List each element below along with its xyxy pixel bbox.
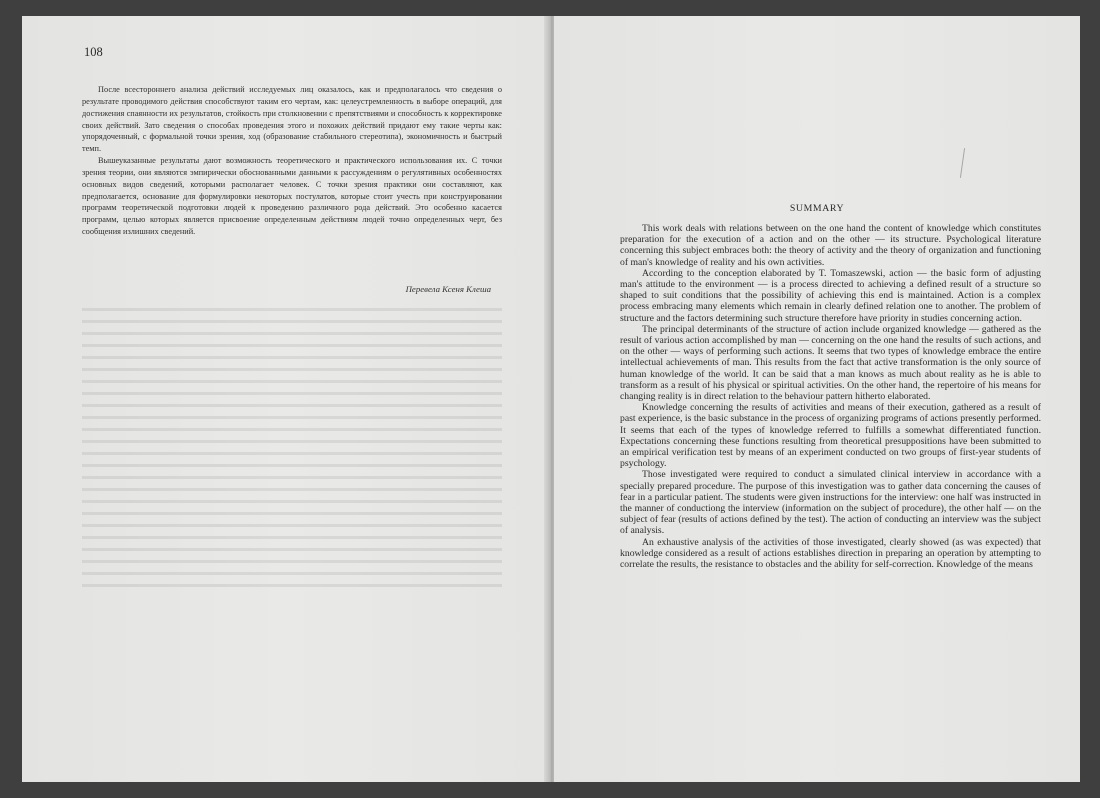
page-number: 108	[84, 45, 103, 59]
right-page	[554, 16, 1080, 782]
pencil-mark	[960, 148, 965, 178]
left-page	[22, 16, 549, 782]
paragraph: Knowledge concerning the results of activities and means of their execution, gathered as a result of past experience, is the basic substance in the process of organizing programs of actions presently performed. It seems that each of the types of knowledge referred to fulfills a somewhat differentiated function. Expectations concerning these functions resulting from theoretical presuppositions have been submitted to an empirical verification test by means of an experiment conducted on two groups of first-year students of psychology.	[620, 402, 1041, 470]
paragraph: This work deals with relations between on the one hand the content of knowledge which constitutes preparation for the execution of a action and on the other — its structure. Psychological literature concerning this subject embraces both: the theory of activity and the theory of organization and functioning of man's knowledge of reality and his own activities.	[620, 223, 1041, 268]
summary-heading: SUMMARY	[789, 203, 845, 214]
show-through-text	[82, 308, 502, 608]
translator-credit: Перевела Ксеня Клеша	[405, 284, 491, 294]
paragraph: Those investigated were required to conduct a simulated clinical interview in accordance with a specially prepared procedure. The purpose of this investigation was to gather data concerning the causes of fear in a particular patient. The students were given instructions for the interview: one half was instructed in the manner of conductiong the interview (information on the subject of procedure), the other half — on the subject of fear (results of actions defined by the test). The action of conducting an interview was the subject of analysis.	[620, 469, 1041, 537]
paragraph: Вышеуказанные результаты дают возможность теоретического и практического использования их. С точки зрения теории, они являются эмпирически обоснованными данными к рассуждениям о регулятивных особенностях основных видов сведений, которыми располагает человек. С точки зрения практики они составляют, как предполагается, основание для формулировки некоторых постулатов, которые стоит учесть при конструировании программ теоретической подготовки людей к проведению различного рода действий. Это особенно касается программ, целью которых является присвоение определенным действиям людей точно определенных черт, без сообщения излишних сведений.	[82, 156, 502, 237]
paragraph: An exhaustive analysis of the activities of those investigated, clearly showed (as was expected) that knowledge considered as a result of actions establishes direction in preparing an operation by attempting to correlate the results, the resistance to obstacles and the ability for self-correction. Knowledge of the means	[620, 536, 1041, 571]
english-summary-text	[620, 223, 1041, 570]
paragraph: According to the conception elaborated by T. Tomaszewski, action — the basic form of adjusting man's attitude to the environment — is a process directed to achieving a defined result of a structure so shaped to suit conditions that the possibility of achieving this end is maintained. Action is a complex process embracing many elements which remain in clearly defined relation one to another. The problem of structure and the factors determining such structure therefore have priority in studies concerning action.	[620, 267, 1041, 324]
book-spread	[22, 16, 1080, 782]
russian-body-text	[82, 84, 502, 238]
paragraph: The principal determinants of the structure of action include organized knowledge — gathered as the result of various action accomplished by man — concerning on the one hand the results of such actions, and on the other — ways of performing such actions. It seems that two types of knowledge embrace the entire intellectual achievements of man. This results from the fact that active transformation is the only source of human knowledge of the world. It can be said that a man knows as much about reality as he is able to transform as a result of his physical or spiritual activities. On the other hand, the repertoire of his means for changing reality is in direct relation to the behaviour pattern hitherto elaborated.	[620, 323, 1041, 403]
paragraph: После всестороннего анализа действий исследуемых лиц оказалось, как и предполагалось что сведения о результате проводимого действия способствуют таким его чертам, как: целеустремленность в выборе операций, для достижения спаянности их результатов, стойкость при столкновении с препятствиями и способность к корректировке своих действий. Зато сведения о способах проведения этого и похожих действий придают ему такие черты как: упорядоченный, с формальной точки зрения, ход (образование стабильного стереотипа), экономичность и быстрый темп.	[82, 85, 502, 154]
